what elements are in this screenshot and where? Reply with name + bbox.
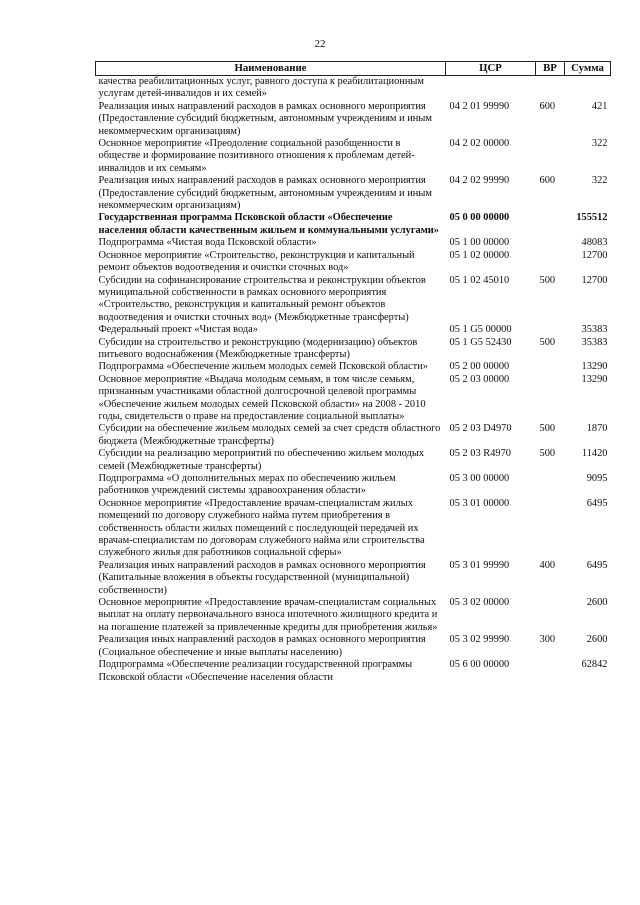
budget-table bbox=[95, 61, 611, 684]
row-sum-cell: 6495 bbox=[586, 497, 608, 509]
row-name-cell: Подпрограмма «Обеспечение реализации государственной программы Псковской области «Обеспечение населения области bbox=[98, 659, 413, 683]
row-vr-cell bbox=[536, 374, 565, 424]
row-sum-cell: 155512 bbox=[576, 212, 608, 224]
row-name-cell: Субсидии на реализацию мероприятий по обеспечению жильем молодых семей (Межбюджетные трансферты) bbox=[98, 448, 425, 472]
row-csr-cell: 05 1 02 45010 bbox=[449, 274, 510, 286]
table-row bbox=[96, 212, 611, 237]
row-vr-cell: 500 bbox=[539, 274, 556, 286]
row-name-cell: Федеральный проект «Чистая вода» bbox=[98, 324, 258, 336]
row-vr-cell: 600 bbox=[539, 100, 556, 112]
table-row bbox=[96, 361, 611, 373]
row-csr-cell: 04 2 02 00000 bbox=[449, 138, 510, 150]
row-name-cell: Реализация иных направлений расходов в рамках основного мероприятия (Капитальные вложения в объекты государственной (муниципальной) собственности) bbox=[98, 559, 426, 596]
table-row bbox=[96, 237, 611, 249]
row-sum-cell: 35383 bbox=[581, 324, 608, 336]
row-csr-cell: 05 1 G5 00000 bbox=[449, 324, 512, 336]
header-name: Наименование bbox=[96, 62, 446, 76]
row-name-cell: Субсидии на обеспечение жильем молодых семей за счет средств областного бюджета (Межбюджетные трансферты) bbox=[98, 423, 441, 447]
table-row bbox=[96, 634, 611, 659]
row-name-cell: Подпрограмма «Обеспечение жильем молодых семей Псковской области» bbox=[98, 361, 428, 373]
row-vr-cell bbox=[536, 138, 565, 175]
row-name-cell: Основное мероприятие «Преодоление социальной разобщенности в обществе и формирование позитивного отношения к проблемам детей-инвалидов и их семьям» bbox=[98, 138, 415, 174]
row-vr-cell: 500 bbox=[539, 423, 556, 435]
row-sum-cell: 6495 bbox=[586, 559, 608, 571]
row-csr-cell: 05 6 00 00000 bbox=[449, 659, 510, 671]
row-sum-cell: 2600 bbox=[586, 597, 608, 609]
row-name-cell: Основное мероприятие «Строительство, реконструкция и капитальный ремонт объектов водоотведения и очистки сточных вод» bbox=[98, 249, 415, 274]
row-name-cell: Реализация иных направлений расходов в рамках основного мероприятия (Социальное обеспечение и иные выплаты населению) bbox=[98, 634, 426, 658]
row-name-cell: Подпрограмма «О дополнительных мерах по обеспечению жильем работников учреждений системы здравоохранения области» bbox=[98, 473, 396, 497]
row-sum-cell: 48083 bbox=[581, 237, 608, 249]
row-csr-cell: 05 2 03 00000 bbox=[449, 373, 510, 385]
row-vr-cell bbox=[536, 76, 565, 101]
table-row bbox=[96, 659, 611, 684]
table-row bbox=[96, 337, 611, 362]
table-row bbox=[96, 101, 611, 138]
table-row bbox=[96, 250, 611, 275]
table-row bbox=[96, 560, 611, 597]
row-vr-cell bbox=[536, 212, 565, 237]
row-sum-cell: 11420 bbox=[581, 448, 608, 460]
row-name-cell: Основное мероприятие «Предоставление врачам-специалистам социальных выплат на оплату первоначального взноса ипотечного жилищного кредита и на погашение платежей за привлеченные кредиты для приобретения жилья» bbox=[98, 597, 438, 633]
row-csr-cell: 05 3 02 99990 bbox=[449, 634, 510, 646]
row-csr-cell: 05 0 00 00000 bbox=[449, 212, 510, 224]
row-csr-cell: 05 1 00 00000 bbox=[449, 237, 510, 249]
table-row bbox=[96, 275, 611, 325]
row-vr-cell bbox=[536, 250, 565, 275]
row-sum-cell: 2600 bbox=[586, 634, 608, 646]
header-sum: Сумма bbox=[565, 62, 611, 76]
row-sum-cell: 12700 bbox=[581, 249, 608, 261]
table-header-row bbox=[96, 62, 611, 76]
table-row bbox=[96, 175, 611, 212]
row-vr-cell bbox=[536, 361, 565, 373]
table-row bbox=[96, 76, 611, 101]
row-vr-cell bbox=[536, 324, 565, 336]
row-vr-cell: 300 bbox=[539, 634, 556, 646]
row-sum-cell: 35383 bbox=[581, 336, 608, 348]
row-sum-cell: 322 bbox=[591, 138, 608, 150]
row-name-cell: Субсидии на строительство и реконструкцию (модернизацию) объектов питьевого водоснабжения (Межбюджетные трансферты) bbox=[98, 336, 418, 360]
row-sum-cell: 13290 bbox=[581, 361, 608, 373]
table-row bbox=[96, 423, 611, 448]
header-csr: ЦСР bbox=[446, 62, 536, 76]
header-vr: ВР bbox=[536, 62, 565, 76]
row-sum-cell: 421 bbox=[591, 100, 608, 112]
row-sum-cell bbox=[565, 76, 611, 101]
row-sum-cell: 1870 bbox=[586, 423, 608, 435]
row-csr-cell: 05 1 G5 52430 bbox=[449, 336, 512, 348]
table-row bbox=[96, 138, 611, 175]
row-vr-cell: 400 bbox=[539, 559, 556, 571]
row-csr-cell: 05 3 00 00000 bbox=[449, 473, 510, 484]
row-name-cell: Подпрограмма «Чистая вода Псковской области» bbox=[98, 237, 317, 249]
row-vr-cell bbox=[536, 498, 565, 560]
row-vr-cell: 500 bbox=[539, 336, 556, 348]
table-row bbox=[96, 473, 611, 498]
row-sum-cell: 13290 bbox=[581, 373, 608, 385]
row-sum-cell: 322 bbox=[591, 175, 608, 187]
row-vr-cell bbox=[536, 659, 565, 684]
row-csr-cell bbox=[446, 76, 536, 101]
table-row bbox=[96, 324, 611, 336]
row-sum-cell: 9095 bbox=[586, 473, 608, 484]
row-csr-cell: 05 2 03 R4970 bbox=[449, 448, 511, 460]
row-name-cell: Субсидии на софинансирование строительства и реконструкции объектов муниципальной собственности в рамках основного мероприятия «Строительство, реконструкция и капитальный ремонт объектов водоотведения и очистки сточных вод» (Межбюджетные трансферты) bbox=[98, 274, 426, 323]
row-name-cell: качества реабилитационных услуг, равного доступа к реабилитационным услугам детей-инвалидов и их семей» bbox=[98, 76, 424, 100]
row-vr-cell: 600 bbox=[539, 175, 556, 187]
table-body bbox=[96, 76, 611, 684]
row-vr-cell: 500 bbox=[539, 448, 556, 460]
row-vr-cell bbox=[536, 597, 565, 634]
row-csr-cell: 05 3 01 00000 bbox=[449, 497, 510, 509]
row-name-cell: Основное мероприятие «Выдача молодым семьям, в том числе семьям, признанным участниками областной долгосрочной целевой программы «Обеспечение жильем молодых семей Псковской области» на 2008 - 2010 годы, свидетельств о праве на предоставление социальной выплаты» bbox=[98, 373, 426, 422]
row-sum-cell: 12700 bbox=[581, 274, 608, 286]
row-name-cell: Реализация иных направлений расходов в рамках основного мероприятия (Предоставление субсидий бюджетным, автономным учреждениям и иным некоммерческим организациям) bbox=[98, 175, 432, 212]
table-row bbox=[96, 597, 611, 634]
row-name-cell: Реализация иных направлений расходов в рамках основного мероприятия (Предоставление субсидий бюджетным, автономным учреждениям и иным некоммерческим организациям) bbox=[98, 100, 432, 137]
row-csr-cell: 04 2 02 99990 bbox=[449, 175, 510, 187]
row-csr-cell: 05 2 03 D4970 bbox=[449, 423, 512, 435]
page-number: 22 bbox=[314, 38, 326, 50]
row-csr-cell: 05 2 00 00000 bbox=[449, 361, 510, 373]
table-row bbox=[96, 498, 611, 560]
row-csr-cell: 04 2 01 99990 bbox=[449, 100, 510, 112]
row-vr-cell bbox=[536, 237, 565, 249]
row-name-cell: Основное мероприятие «Предоставление врачам-специалистам жилых помещений по договору служебного найма путем приобретения в собственность области жилых помещений с последующей передачей их врачам-специалистам по договорам служебного найма или строительства служебного жилья для работников социальной сферы» bbox=[98, 497, 425, 559]
row-name-cell: Государственная программа Псковской области «Обеспечение населения области качественным жильем и коммунальными услугами» bbox=[98, 212, 439, 236]
row-vr-cell bbox=[536, 473, 565, 498]
row-csr-cell: 05 3 01 99990 bbox=[449, 559, 510, 571]
table-row bbox=[96, 448, 611, 473]
row-csr-cell: 05 3 02 00000 bbox=[449, 597, 510, 609]
row-sum-cell: 62842 bbox=[581, 659, 608, 671]
row-csr-cell: 05 1 02 00000 bbox=[449, 249, 510, 261]
table-row bbox=[96, 374, 611, 424]
